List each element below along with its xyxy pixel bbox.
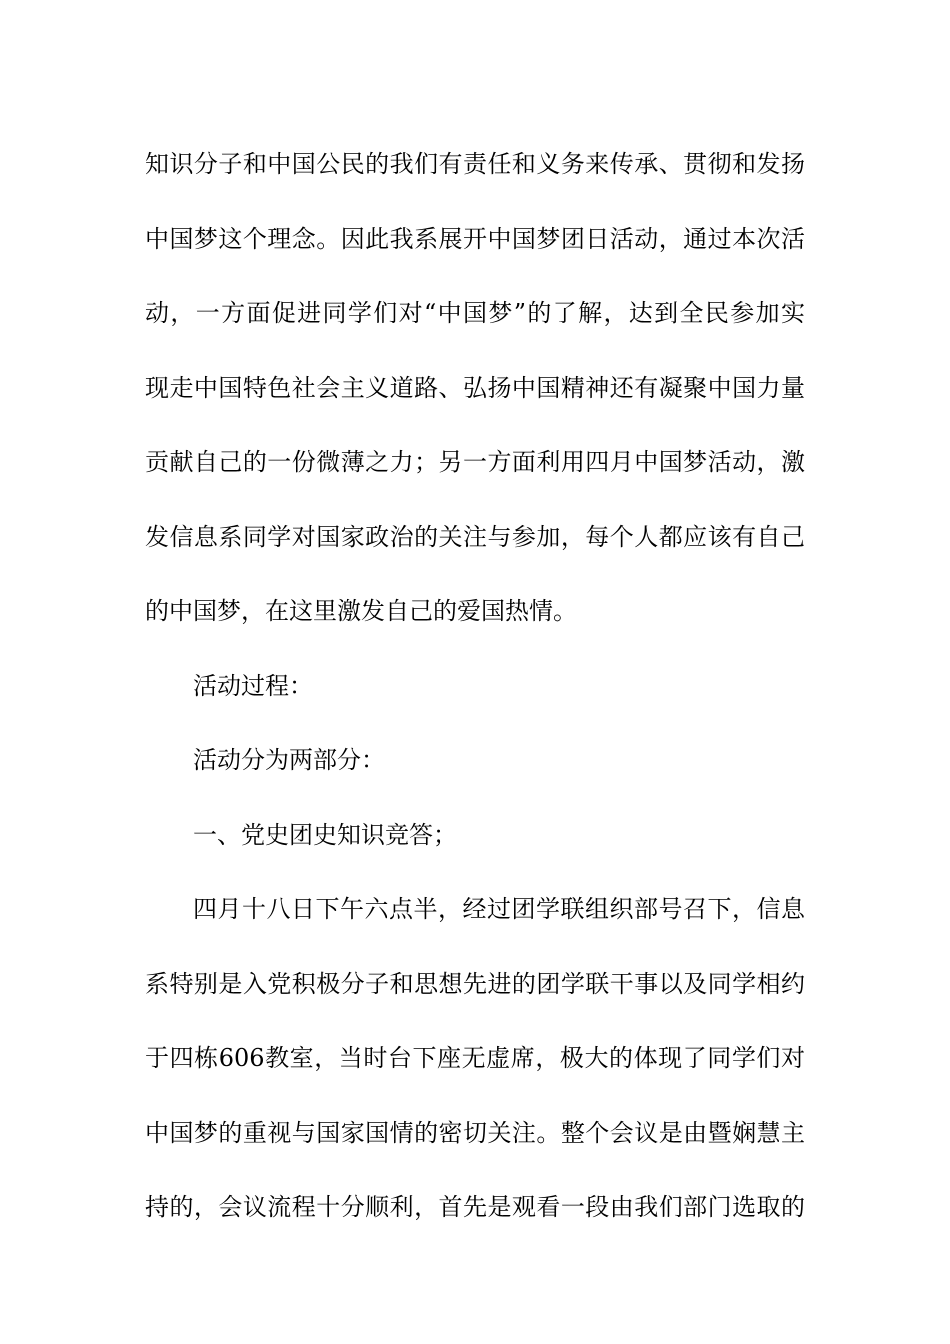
paragraph-line: 持的，会议流程十分顺利，首先是观看一段由我们部门选取的 [145,1193,805,1221]
paragraph-line: 贡献自己的一份微薄之力；另一方面利用四月中国梦活动，激 [145,448,805,476]
document-body [145,127,805,1245]
section-heading: 活动分为两部分： [193,746,385,774]
paragraph-line: 中国梦这个理念。因此我系展开中国梦团日活动，通过本次活 [145,224,805,253]
section-heading: 活动过程： [193,671,313,700]
paragraph-line: 发信息系同学对国家政治的关注与参加，每个人都应该有自己 [145,522,805,551]
paragraph-line: 四月十八日下午六点半，经过团学联组织部号召下，信息 [193,895,805,923]
paragraph-line: 现走中国特色社会主义道路、弘扬中国精神还有凝聚中国力量 [145,373,805,402]
paragraph-line: 知识分子和中国公民的我们有责任和义务来传承、贯彻和发扬 [145,150,805,178]
paragraph-line: 于四栋606教室，当时台下座无虚席，极大的体现了同学们对 [145,1044,805,1072]
paragraph-line: 中国梦的重视与国家国情的密切关注。整个会议是由暨娴慧主 [145,1118,805,1147]
section-heading: 一、党史团史知识竞答； [193,820,457,849]
paragraph-line: 动，一方面促进同学们对“中国梦”的了解，达到全民参加实 [145,299,805,327]
paragraph-line: 系特别是入党积极分子和思想先进的团学联干事以及同学相约 [145,969,805,998]
paragraph-line: 的中国梦，在这里激发自己的爱国热情。 [145,597,577,625]
